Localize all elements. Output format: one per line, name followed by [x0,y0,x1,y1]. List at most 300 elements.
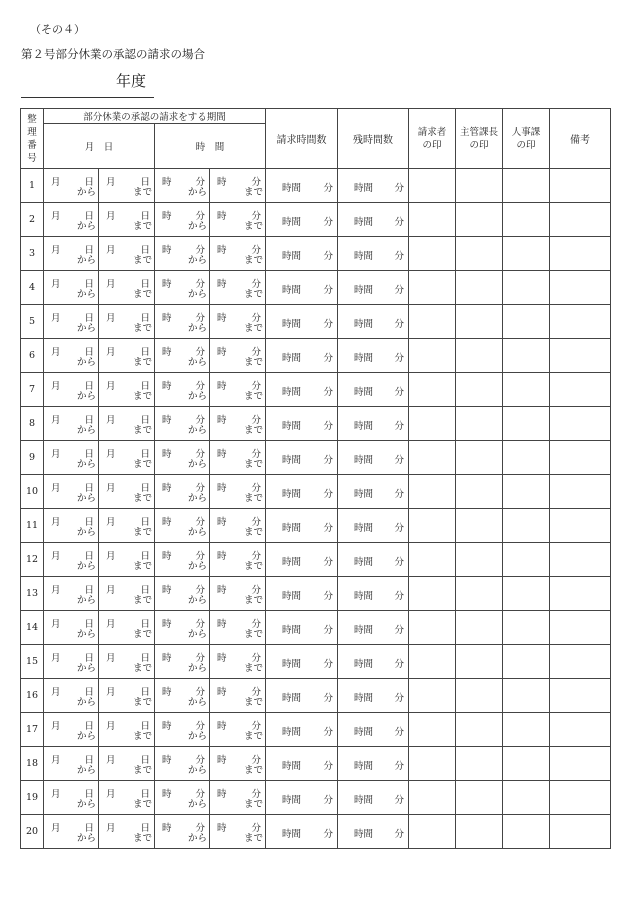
requester-seal-cell[interactable] [409,339,456,373]
remaining-hours-cell[interactable] [338,237,409,271]
fiscal-year-label: 年度 [115,72,146,90]
end-date-cell[interactable] [99,747,155,781]
end-time-cell[interactable] [210,169,266,203]
end-time-cell[interactable] [210,645,266,679]
remarks-cell[interactable] [550,373,611,407]
day-unit: 日 [140,551,150,562]
requester-seal-cell[interactable] [409,645,456,679]
remaining-hours-cell[interactable] [338,713,409,747]
requested-hours-cell[interactable] [266,509,338,543]
hour-unit: 時 [162,279,172,290]
hours-unit: 時間 [282,659,302,670]
start-date-cell[interactable] [44,339,99,373]
start-date-cell[interactable] [44,169,99,203]
hours-unit: 時間 [282,319,302,330]
header-serial-number [21,109,44,169]
start-date-cell[interactable] [44,611,99,645]
start-time-cell[interactable] [155,373,210,407]
month-unit: 月 [106,619,116,630]
remarks-cell[interactable] [550,747,611,781]
start-time-cell[interactable] [155,271,210,305]
remaining-hours-cell[interactable] [338,407,409,441]
end-time-cell[interactable] [210,611,266,645]
manager-seal-cell[interactable] [456,611,503,645]
manager-seal-cell[interactable] [456,577,503,611]
month-unit: 月 [106,585,116,596]
requested-hours-cell[interactable] [266,747,338,781]
end-date-cell[interactable] [99,577,155,611]
remaining-hours-cell[interactable] [338,169,409,203]
month-unit: 月 [51,245,61,256]
start-time-cell[interactable] [155,509,210,543]
remaining-hours-cell[interactable] [338,577,409,611]
until-label: まで [132,289,152,300]
hours-unit: 時間 [282,285,302,296]
from-label: から [76,391,96,402]
requester-seal-cell[interactable] [409,679,456,713]
day-unit: 日 [140,823,150,834]
requester-seal-cell[interactable] [409,713,456,747]
table-row [21,815,611,849]
requester-seal-cell[interactable] [409,543,456,577]
day-unit: 日 [140,347,150,358]
remarks-cell[interactable] [550,237,611,271]
hr-seal-cell[interactable] [503,237,550,271]
minute-unit: 分 [323,421,334,432]
remaining-hours-cell[interactable] [338,543,409,577]
end-date-cell[interactable] [99,611,155,645]
row-number: 16 [21,679,44,713]
fiscal-year-field[interactable] [21,70,154,98]
requester-seal-cell[interactable] [409,237,456,271]
month-unit: 月 [51,721,61,732]
hr-seal-cell[interactable] [503,509,550,543]
requested-hours-cell[interactable] [266,373,338,407]
header-serial-char: 理 [27,126,37,138]
table-row [21,577,611,611]
hr-seal-cell[interactable] [503,781,550,815]
end-date-cell[interactable] [99,407,155,441]
start-time-cell[interactable] [155,815,210,849]
row-number: 10 [21,475,44,509]
end-date-cell[interactable] [99,679,155,713]
hr-seal-cell[interactable] [503,577,550,611]
row-number: 17 [21,713,44,747]
day-unit: 日 [84,619,94,630]
remaining-hours-cell[interactable] [338,781,409,815]
minute-unit: 分 [323,727,334,738]
minute-unit: 分 [394,387,405,398]
manager-seal-cell[interactable] [456,475,503,509]
requested-hours-cell[interactable] [266,237,338,271]
requester-seal-cell[interactable] [409,373,456,407]
end-time-cell[interactable] [210,747,266,781]
requester-seal-cell[interactable] [409,747,456,781]
day-unit: 日 [140,211,150,222]
start-time-cell[interactable] [155,305,210,339]
start-date-cell[interactable] [44,577,99,611]
from-label: から [187,731,207,742]
manager-seal-cell[interactable] [456,815,503,849]
end-time-cell[interactable] [210,577,266,611]
from-label: から [187,595,207,606]
requested-hours-cell[interactable] [266,441,338,475]
month-unit: 月 [106,381,116,392]
end-time-cell[interactable] [210,339,266,373]
manager-seal-cell[interactable] [456,543,503,577]
remaining-hours-cell[interactable] [338,747,409,781]
from-label: から [187,697,207,708]
minute-unit: 分 [195,619,205,630]
from-label: から [187,765,207,776]
manager-seal-cell[interactable] [456,747,503,781]
requested-hours-cell[interactable] [266,271,338,305]
remaining-hours-cell[interactable] [338,441,409,475]
manager-seal-cell[interactable] [456,237,503,271]
hr-seal-cell[interactable] [503,611,550,645]
header-seal-line: の印 [516,139,536,151]
end-time-cell[interactable] [210,373,266,407]
minute-unit: 分 [394,591,405,602]
remaining-hours-cell[interactable] [338,611,409,645]
requested-hours-cell[interactable] [266,203,338,237]
remarks-cell[interactable] [550,611,611,645]
requested-hours-cell[interactable] [266,611,338,645]
start-date-cell[interactable] [44,781,99,815]
hour-unit: 時 [217,687,227,698]
start-time-cell[interactable] [155,237,210,271]
requested-hours-cell[interactable] [266,339,338,373]
start-date-cell[interactable] [44,645,99,679]
from-label: から [187,833,207,844]
start-time-cell[interactable] [155,713,210,747]
start-date-cell[interactable] [44,679,99,713]
minute-unit: 分 [323,319,334,330]
end-time-cell[interactable] [210,203,266,237]
start-date-cell[interactable] [44,305,99,339]
start-time-cell[interactable] [155,747,210,781]
header-serial-char: 番 [27,139,37,151]
hour-unit: 時 [162,313,172,324]
start-time-cell[interactable] [155,645,210,679]
manager-seal-cell[interactable] [456,169,503,203]
end-time-cell[interactable] [210,781,266,815]
hours-unit: 時間 [354,421,374,432]
remaining-hours-cell[interactable] [338,271,409,305]
start-time-cell[interactable] [155,679,210,713]
end-date-cell[interactable] [99,543,155,577]
table-row [21,339,611,373]
hr-seal-cell[interactable] [503,747,550,781]
from-label: から [187,221,207,232]
start-date-cell[interactable] [44,815,99,849]
requested-hours-cell[interactable] [266,305,338,339]
requested-hours-cell[interactable] [266,577,338,611]
minute-unit: 分 [394,489,405,500]
row-number: 20 [21,815,44,849]
start-time-cell[interactable] [155,169,210,203]
start-time-cell[interactable] [155,475,210,509]
remaining-hours-cell[interactable] [338,373,409,407]
minute-unit: 分 [195,823,205,834]
manager-seal-cell[interactable] [456,305,503,339]
hr-seal-cell[interactable] [503,271,550,305]
end-time-cell[interactable] [210,475,266,509]
requested-hours-cell[interactable] [266,543,338,577]
header-requested-hours: 請求時間数 [266,109,338,169]
requested-hours-cell[interactable] [266,645,338,679]
until-label: まで [244,187,264,198]
end-date-cell[interactable] [99,509,155,543]
day-unit: 日 [140,415,150,426]
start-time-cell[interactable] [155,339,210,373]
requester-seal-cell[interactable] [409,815,456,849]
hours-unit: 時間 [282,455,302,466]
end-time-cell[interactable] [210,543,266,577]
minute-unit: 分 [251,755,262,766]
requester-seal-cell[interactable] [409,407,456,441]
end-time-cell[interactable] [210,407,266,441]
hr-seal-cell[interactable] [503,407,550,441]
requester-seal-cell[interactable] [409,611,456,645]
manager-seal-cell[interactable] [456,781,503,815]
minute-unit: 分 [394,557,405,568]
start-time-cell[interactable] [155,611,210,645]
month-unit: 月 [51,347,61,358]
start-date-cell[interactable] [44,441,99,475]
request-ledger-table [20,108,611,849]
minute-unit: 分 [323,693,334,704]
requester-seal-cell[interactable] [409,509,456,543]
hours-unit: 時間 [282,557,302,568]
hr-seal-cell[interactable] [503,169,550,203]
minute-unit: 分 [251,177,262,188]
start-time-cell[interactable] [155,441,210,475]
end-date-cell[interactable] [99,305,155,339]
month-unit: 月 [106,653,116,664]
remaining-hours-cell[interactable] [338,203,409,237]
table-row [21,373,611,407]
remaining-hours-cell[interactable] [338,679,409,713]
row-number: 13 [21,577,44,611]
manager-seal-cell[interactable] [456,339,503,373]
remarks-cell[interactable] [550,509,611,543]
start-date-cell[interactable] [44,713,99,747]
start-date-cell[interactable] [44,543,99,577]
start-time-cell[interactable] [155,781,210,815]
minute-unit: 分 [195,755,205,766]
until-label: まで [244,561,264,572]
minute-unit: 分 [323,591,334,602]
requester-seal-cell[interactable] [409,577,456,611]
header-seal-line: 請求者 [417,126,447,138]
requester-seal-cell[interactable] [409,781,456,815]
start-date-cell[interactable] [44,271,99,305]
hr-seal-cell[interactable] [503,815,550,849]
end-date-cell[interactable] [99,271,155,305]
row-number: 3 [21,237,44,271]
manager-seal-cell[interactable] [456,203,503,237]
hr-seal-cell[interactable] [503,543,550,577]
start-date-cell[interactable] [44,407,99,441]
requested-hours-cell[interactable] [266,713,338,747]
requested-hours-cell[interactable] [266,815,338,849]
remaining-hours-cell[interactable] [338,339,409,373]
remaining-hours-cell[interactable] [338,645,409,679]
start-time-cell[interactable] [155,407,210,441]
remarks-cell[interactable] [550,577,611,611]
remaining-hours-cell[interactable] [338,305,409,339]
remarks-cell[interactable] [550,645,611,679]
end-time-cell[interactable] [210,441,266,475]
minute-unit: 分 [195,585,205,596]
header-remaining-hours: 残時間数 [338,109,409,169]
start-date-cell[interactable] [44,509,99,543]
hr-seal-cell[interactable] [503,645,550,679]
minute-unit: 分 [394,795,405,806]
month-unit: 月 [51,789,61,800]
requester-seal-cell[interactable] [409,271,456,305]
month-unit: 月 [106,551,116,562]
requester-seal-cell[interactable] [409,203,456,237]
remarks-cell[interactable] [550,407,611,441]
header-serial-char: 号 [27,152,37,164]
end-time-cell[interactable] [210,815,266,849]
requested-hours-cell[interactable] [266,407,338,441]
month-unit: 月 [106,721,116,732]
remarks-cell[interactable] [550,305,611,339]
remarks-cell[interactable] [550,713,611,747]
end-date-cell[interactable] [99,373,155,407]
minute-unit: 分 [394,727,405,738]
start-date-cell[interactable] [44,237,99,271]
until-label: まで [132,833,152,844]
until-label: まで [132,255,152,266]
start-time-cell[interactable] [155,543,210,577]
end-time-cell[interactable] [210,509,266,543]
hr-seal-cell[interactable] [503,305,550,339]
minute-unit: 分 [394,761,405,772]
header-time: 時 間 [155,124,266,169]
hour-unit: 時 [162,619,172,630]
until-label: まで [132,459,152,470]
remarks-cell[interactable] [550,679,611,713]
remarks-cell[interactable] [550,339,611,373]
hour-unit: 時 [162,551,172,562]
remarks-cell[interactable] [550,203,611,237]
hr-seal-cell[interactable] [503,339,550,373]
requester-seal-cell[interactable] [409,441,456,475]
until-label: まで [244,799,264,810]
minute-unit: 分 [251,823,262,834]
end-date-cell[interactable] [99,645,155,679]
hr-seal-cell[interactable] [503,679,550,713]
minute-unit: 分 [394,251,405,262]
requested-hours-cell[interactable] [266,781,338,815]
end-date-cell[interactable] [99,781,155,815]
requester-seal-cell[interactable] [409,169,456,203]
remarks-cell[interactable] [550,441,611,475]
requested-hours-cell[interactable] [266,679,338,713]
end-date-cell[interactable] [99,339,155,373]
manager-seal-cell[interactable] [456,271,503,305]
requested-hours-cell[interactable] [266,475,338,509]
end-date-cell[interactable] [99,237,155,271]
hours-unit: 時間 [354,251,374,262]
hours-unit: 時間 [354,489,374,500]
table-row [21,781,611,815]
manager-seal-cell[interactable] [456,679,503,713]
end-date-cell[interactable] [99,203,155,237]
remaining-hours-cell[interactable] [338,475,409,509]
start-date-cell[interactable] [44,203,99,237]
from-label: から [187,391,207,402]
remaining-hours-cell[interactable] [338,509,409,543]
hr-seal-cell[interactable] [503,373,550,407]
remarks-cell[interactable] [550,271,611,305]
manager-seal-cell[interactable] [456,441,503,475]
minute-unit: 分 [323,387,334,398]
minute-unit: 分 [323,353,334,364]
end-time-cell[interactable] [210,679,266,713]
hr-seal-cell[interactable] [503,441,550,475]
manager-seal-cell[interactable] [456,713,503,747]
start-date-cell[interactable] [44,373,99,407]
remaining-hours-cell[interactable] [338,815,409,849]
end-date-cell[interactable] [99,815,155,849]
hours-unit: 時間 [282,829,302,840]
remarks-cell[interactable] [550,815,611,849]
day-unit: 日 [140,245,150,256]
end-date-cell[interactable] [99,441,155,475]
requester-seal-cell[interactable] [409,475,456,509]
end-date-cell[interactable] [99,713,155,747]
manager-seal-cell[interactable] [456,645,503,679]
start-time-cell[interactable] [155,203,210,237]
manager-seal-cell[interactable] [456,509,503,543]
end-date-cell[interactable] [99,169,155,203]
remarks-cell[interactable] [550,781,611,815]
start-date-cell[interactable] [44,475,99,509]
hr-seal-cell[interactable] [503,475,550,509]
hr-seal-cell[interactable] [503,203,550,237]
remarks-cell[interactable] [550,475,611,509]
end-time-cell[interactable] [210,271,266,305]
from-label: から [76,493,96,504]
table-row [21,441,611,475]
hr-seal-cell[interactable] [503,713,550,747]
requester-seal-cell[interactable] [409,305,456,339]
start-time-cell[interactable] [155,577,210,611]
manager-seal-cell[interactable] [456,373,503,407]
requested-hours-cell[interactable] [266,169,338,203]
hour-unit: 時 [217,721,227,732]
hours-unit: 時間 [282,183,302,194]
end-time-cell[interactable] [210,305,266,339]
header-manager-seal [456,109,503,169]
end-time-cell[interactable] [210,713,266,747]
hour-unit: 時 [162,347,172,358]
until-label: まで [132,187,152,198]
day-unit: 日 [84,483,94,494]
start-date-cell[interactable] [44,747,99,781]
manager-seal-cell[interactable] [456,407,503,441]
remarks-cell[interactable] [550,169,611,203]
end-date-cell[interactable] [99,475,155,509]
end-time-cell[interactable] [210,237,266,271]
remarks-cell[interactable] [550,543,611,577]
header-remarks: 備考 [550,109,611,169]
